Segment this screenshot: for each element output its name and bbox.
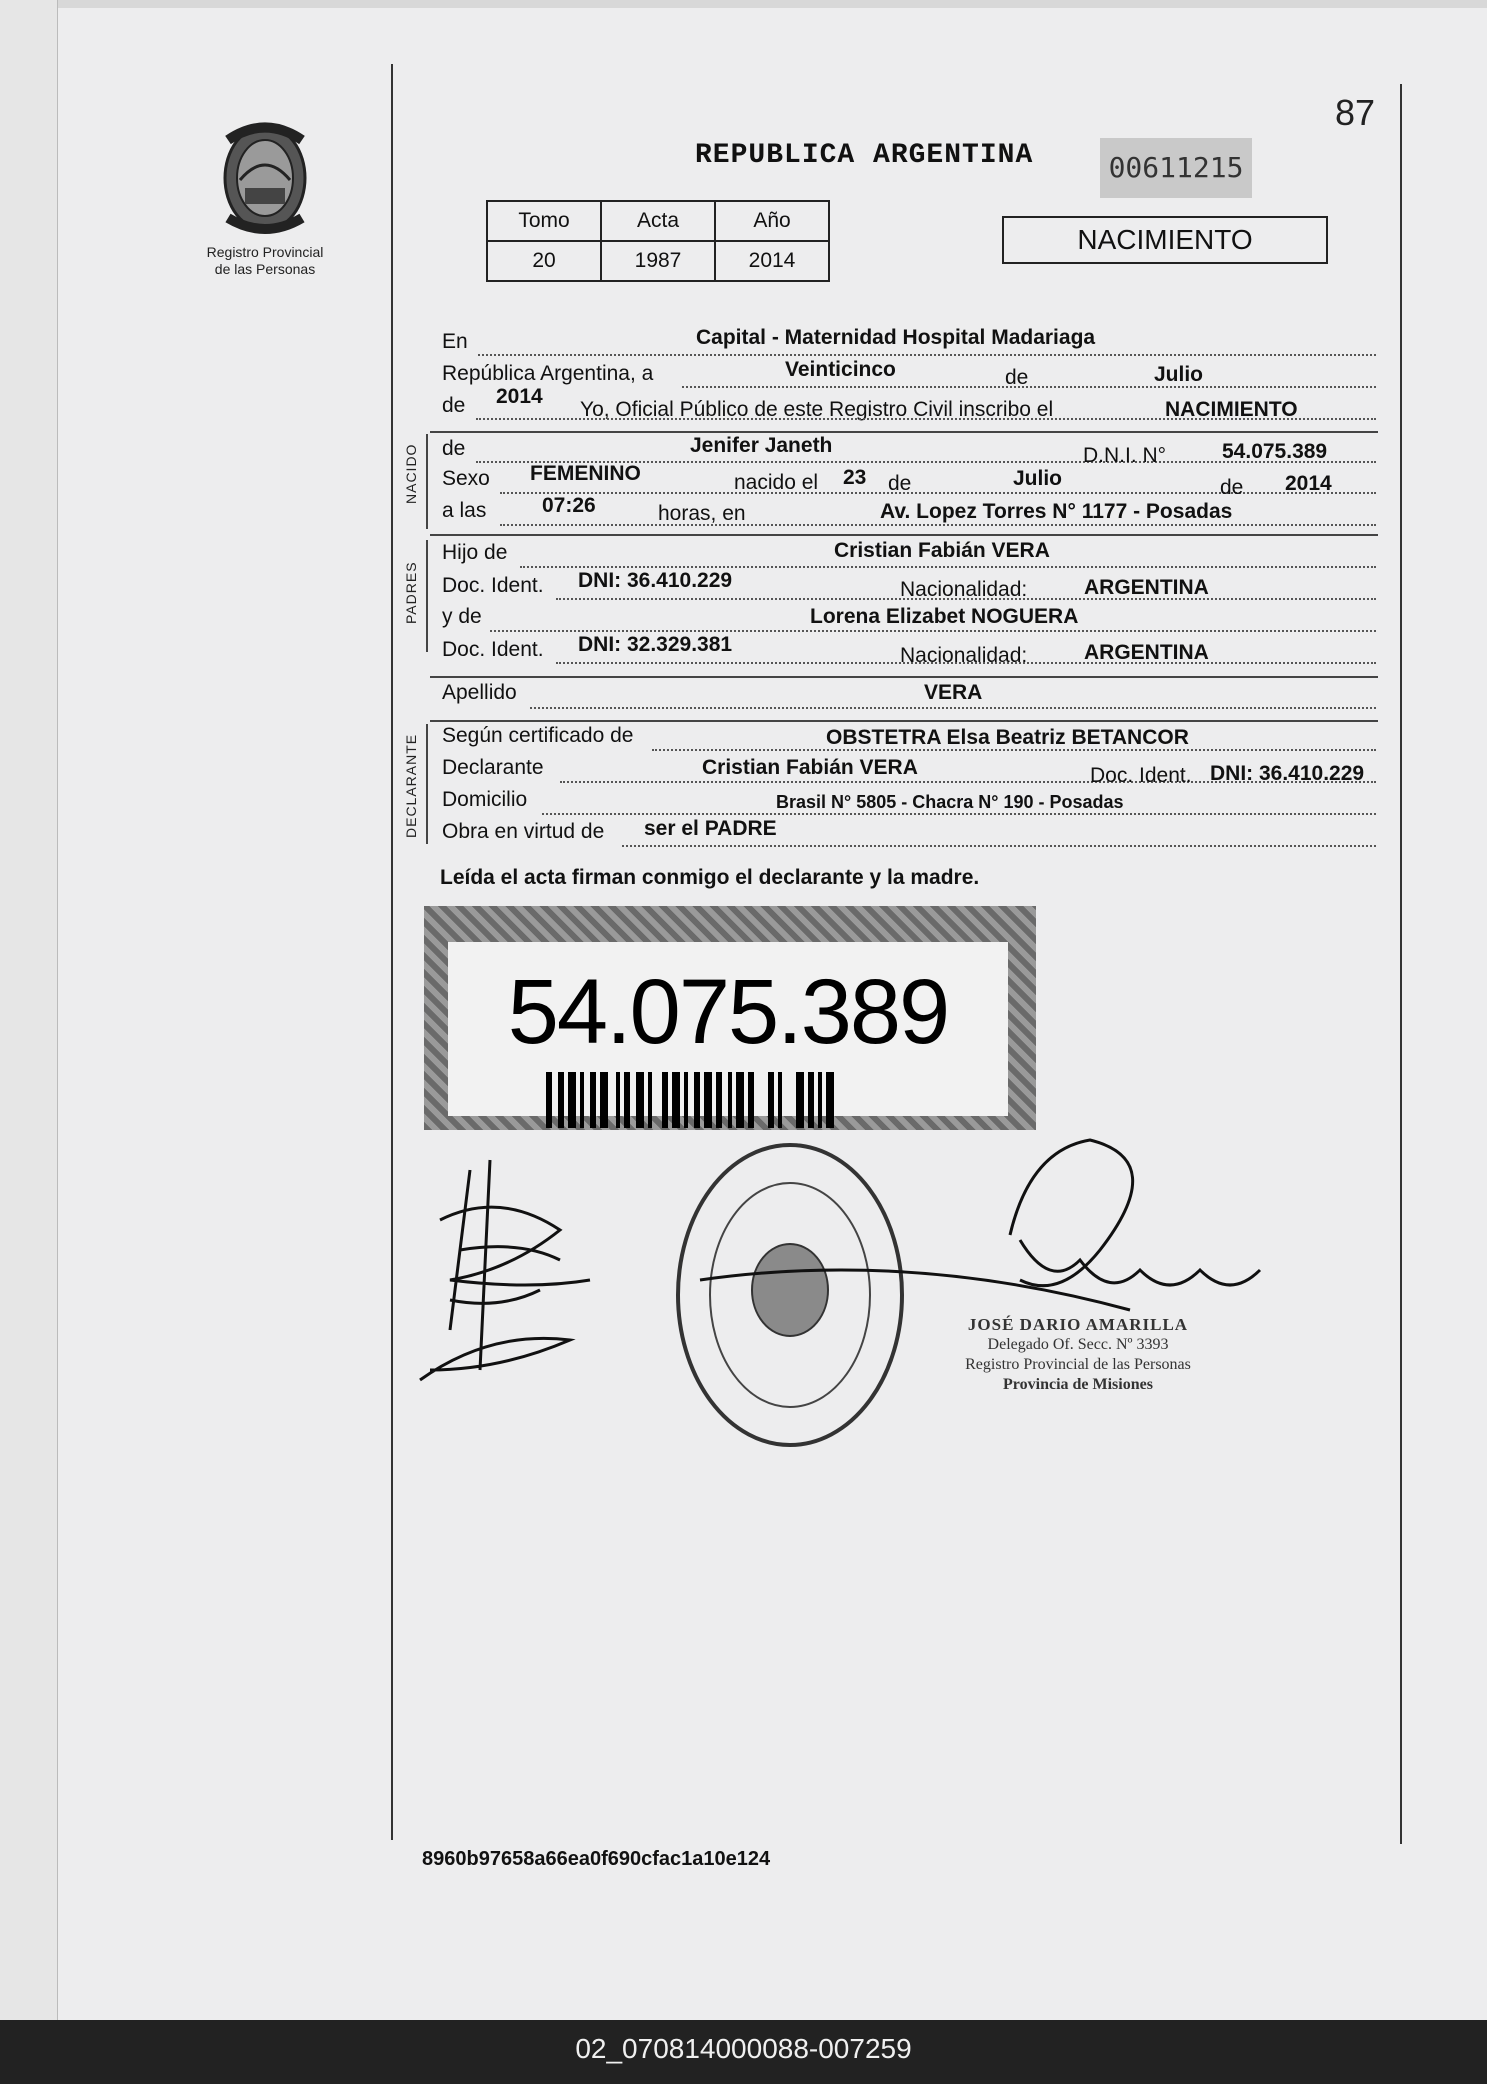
value-declarant-doc: DNI: 36.410.229 — [1210, 762, 1365, 785]
label-doc-ident: Doc. Ident. — [1090, 764, 1192, 787]
issuer-name-line1: Registro Provincial — [206, 244, 324, 260]
label-hijo-de: Hijo de — [442, 541, 508, 564]
dotted-line — [622, 845, 1376, 847]
label-a-las: a las — [442, 499, 487, 522]
section-separator — [430, 534, 1378, 536]
value-child-dni: 54.075.389 — [1222, 440, 1328, 463]
value-father-nationality: ARGENTINA — [1084, 576, 1209, 599]
value-registration-year: 2014 — [496, 385, 543, 408]
official-registry: Registro Provincial de las Personas — [965, 1356, 1191, 1373]
dotted-line — [520, 566, 1376, 568]
value-child-name: Jenifer Janeth — [690, 434, 833, 457]
section-bar-declarante — [426, 724, 428, 844]
official-name: JOSÉ DARIO AMARILLA — [967, 1315, 1189, 1334]
label-de: de — [1005, 366, 1029, 389]
value-birth-day: 23 — [843, 466, 867, 489]
right-margin-rule — [1400, 84, 1402, 1844]
label-domicilio: Domicilio — [442, 788, 528, 811]
page-number: 87 — [1335, 92, 1376, 133]
value-birth-place: Av. Lopez Torres N° 1177 - Posadas — [880, 500, 1233, 523]
value-father-doc: DNI: 36.410.229 — [578, 569, 733, 592]
label-dni: D.N.I. N° — [1083, 444, 1167, 467]
official-stamp — [678, 1145, 902, 1445]
label-doc-ident: Doc. Ident. — [442, 574, 544, 597]
table-value-anio: 2014 — [715, 241, 829, 281]
section-bar-nacido — [426, 434, 428, 529]
signatures-area — [410, 1130, 1290, 1460]
record-type-box: NACIMIENTO — [1002, 216, 1328, 264]
label-y-de: y de — [442, 605, 482, 628]
label-sexo: Sexo — [442, 467, 490, 490]
country-title: REPUBLICA ARGENTINA — [695, 140, 1034, 171]
label-en: En — [442, 330, 468, 353]
section-separator — [430, 720, 1378, 722]
province-crest-logo — [210, 110, 320, 240]
official-province: Provincia de Misiones — [1003, 1376, 1153, 1393]
issuer-block — [180, 110, 350, 278]
value-registration-day: Veinticinco — [785, 358, 896, 381]
dotted-line — [490, 630, 1376, 632]
value-mother-name: Lorena Elizabet NOGUERA — [810, 605, 1079, 628]
file-identifier: 02_070814000088-007259 — [575, 2033, 912, 2064]
table-header-anio: Año — [715, 201, 829, 241]
declarant-signature — [420, 1160, 590, 1380]
left-margin-rule — [391, 64, 393, 1840]
official-title: Delegado Of. Secc. Nº 3393 — [987, 1336, 1169, 1353]
dotted-line — [500, 492, 1376, 494]
dni-sticker-label — [448, 942, 1008, 1116]
value-place: Capital - Maternidad Hospital Madariaga — [696, 326, 1096, 349]
label-yo: Yo, Oficial Público de este Registro Civil inscribo el — [580, 398, 1054, 421]
value-address: Brasil N° 5805 - Chacra N° 190 - Posadas — [776, 792, 1124, 812]
label-horas-en: horas, en — [658, 502, 746, 525]
value-birth-month: Julio — [1013, 467, 1063, 490]
value-certificate-by: OBSTETRA Elsa Beatriz BETANCOR — [826, 726, 1189, 749]
dni-barcode — [546, 1072, 916, 1128]
value-capacity: ser el PADRE — [644, 817, 777, 840]
label-de: de — [888, 472, 912, 495]
value-surname: VERA — [924, 681, 983, 704]
value-father-name: Cristian Fabián VERA — [834, 539, 1050, 562]
label-de: de — [1220, 476, 1244, 499]
label-nacionalidad: Nacionalidad: — [900, 578, 1028, 601]
table-header-tomo: Tomo — [487, 201, 601, 241]
label-nacido-el: nacido el — [734, 471, 819, 494]
section-separator — [430, 431, 1378, 433]
section-label-declarante: DECLARANTE — [403, 733, 419, 838]
section-bar-padres — [426, 540, 428, 652]
dotted-line — [530, 707, 1376, 709]
label-obra: Obra en virtud de — [442, 820, 605, 843]
official-signature-block — [928, 1315, 1228, 1395]
scan-left-strip — [0, 0, 58, 2020]
label-de: de — [442, 394, 466, 417]
dotted-line — [682, 386, 1376, 388]
dni-sticker — [424, 906, 1036, 1130]
label-segun: Según certificado de — [442, 724, 634, 747]
table-value-acta: 1987 — [601, 241, 715, 281]
value-birth-time: 07:26 — [542, 494, 596, 517]
scan-top-edge — [57, 0, 1487, 8]
volume-table — [486, 200, 830, 282]
section-separator — [430, 676, 1378, 678]
label-de: de — [442, 437, 466, 460]
table-value-tomo: 20 — [487, 241, 601, 281]
label-republica: República Argentina, a — [442, 362, 654, 385]
value-mother-doc: DNI: 32.329.381 — [578, 633, 733, 656]
dotted-line — [478, 354, 1376, 356]
dotted-line — [500, 524, 1376, 526]
dotted-line — [542, 813, 1376, 815]
issuer-name-line2: de las Personas — [214, 261, 316, 277]
table-header-acta: Acta — [601, 201, 715, 241]
label-apellido: Apellido — [442, 681, 517, 704]
value-declarant: Cristian Fabián VERA — [702, 756, 918, 779]
value-record: NACIMIENTO — [1165, 398, 1298, 421]
closing-statement: Leída el acta firman conmigo el declarante y la madre. — [440, 866, 980, 889]
document-hash: 8960b97658a66ea0f690cfac1a10e124 — [422, 1848, 771, 1870]
dni-sticker-number: 54.075.389 — [507, 961, 949, 1063]
value-sex: FEMENINO — [530, 462, 641, 485]
value-registration-month: Julio — [1154, 363, 1204, 386]
value-mother-nationality: ARGENTINA — [1084, 641, 1209, 664]
serial-number: 00611215 — [1100, 138, 1252, 198]
label-nacionalidad: Nacionalidad: — [900, 644, 1028, 667]
section-label-padres: PADRES — [403, 561, 419, 624]
section-label-nacido: NACIDO — [403, 443, 419, 504]
label-doc-ident: Doc. Ident. — [442, 638, 544, 661]
label-declarante: Declarante — [442, 756, 544, 779]
value-birth-year: 2014 — [1285, 472, 1332, 495]
